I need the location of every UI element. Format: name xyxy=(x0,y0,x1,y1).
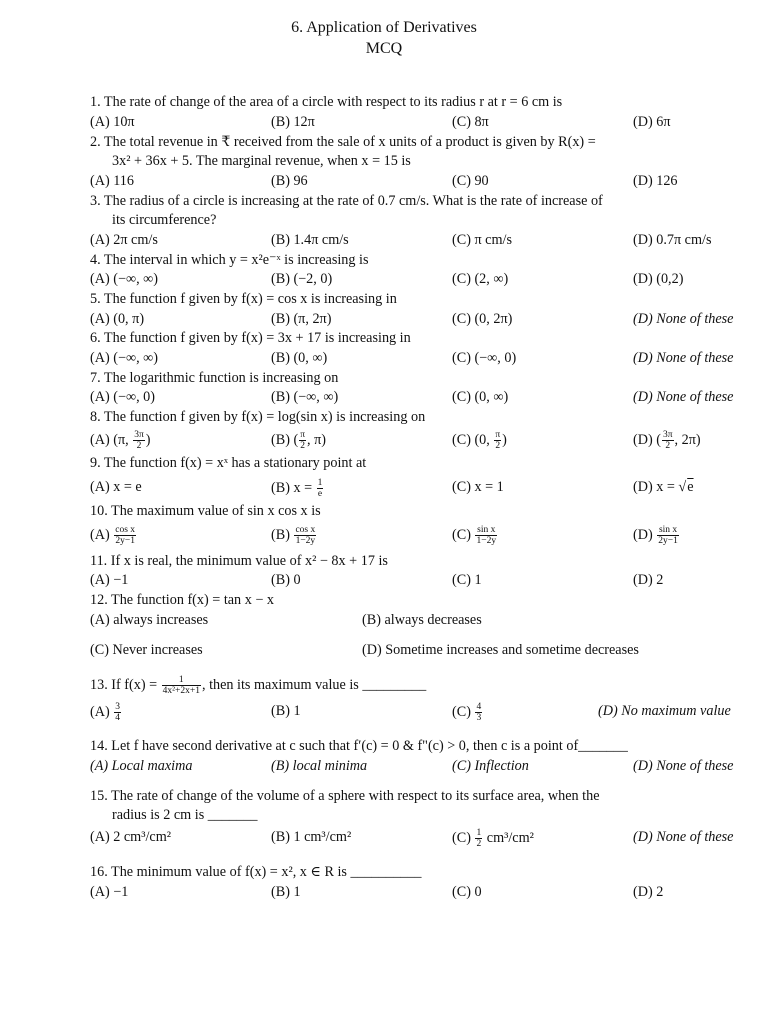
q12-option-c: (C) Never increases xyxy=(90,642,203,658)
question-11: 11. If x is real, the minimum value of x² − 8x + 17 is xyxy=(90,553,388,569)
q14-option-c xyxy=(452,757,529,777)
q10-b-den: 1−2y xyxy=(295,536,316,546)
q9-option-c: (C) x = 1 xyxy=(452,479,504,495)
q14-option-a xyxy=(90,757,192,777)
q10-option-b xyxy=(271,525,317,546)
question-10: 10. The maximum value of sin x cos x is xyxy=(90,503,321,519)
q14-option-c-text: (C) Inflection xyxy=(452,758,529,774)
q8-c-num: π xyxy=(495,430,501,440)
q8-d-fraction xyxy=(662,430,674,451)
question-14: 14. Let f have second derivative at c such that f′(c) = 0 & f"(c) > 0, then c is a point of_______ xyxy=(90,738,628,754)
q7-option-c: (C) (0, ∞) xyxy=(452,389,509,405)
q9-b-den: e xyxy=(317,489,323,499)
q5-option-b: (B) (π, 2π) xyxy=(271,311,332,327)
q10-option-d xyxy=(633,525,680,546)
q10-b-num: cos x xyxy=(295,525,316,535)
q2-option-c: (C) 90 xyxy=(452,173,489,189)
q8-d-den: 2 xyxy=(665,441,671,451)
q8-c-post: ) xyxy=(502,431,507,448)
q13-c-num: 4 xyxy=(476,702,482,712)
q13-post: , then its maximum value is _________ xyxy=(201,676,427,693)
question-6: 6. The function f given by f(x) = 3x + 17 is increasing in xyxy=(90,330,411,346)
question-13 xyxy=(90,675,426,696)
question-15-cont: radius is 2 cm is _______ xyxy=(112,807,258,823)
q15-option-b: (B) 1 cm³/cm² xyxy=(271,829,352,845)
q6-option-c: (C) (−∞, 0) xyxy=(452,350,517,366)
q7-option-a: (A) (−∞, 0) xyxy=(90,389,155,405)
q15-option-d xyxy=(633,828,733,848)
q8-b-fraction xyxy=(299,430,306,451)
q8-d-pre: (D) ( xyxy=(633,431,661,448)
q3-option-d: (D) 0.7π cm/s xyxy=(633,232,712,248)
q13-c-den: 3 xyxy=(476,713,482,723)
q7-option-d-text: (D) None of these xyxy=(633,389,734,405)
q8-b-den: 2 xyxy=(300,441,305,451)
q14-option-a-text: (A) Local maxima xyxy=(90,758,193,774)
q5-option-d-text: (D) None of these xyxy=(633,311,734,327)
q8-d-post: , 2π) xyxy=(674,431,701,448)
q9-option-a: (A) x = e xyxy=(90,479,142,495)
q2-option-a: (A) 116 xyxy=(90,173,134,189)
q8-a-den: 2 xyxy=(136,441,142,451)
q15-c-pre: (C) xyxy=(452,829,475,846)
question-4: 4. The interval in which y = x²e⁻ˣ is increasing is xyxy=(90,252,369,268)
q8-c-pre: (C) (0, xyxy=(452,431,494,448)
q13-a-num: 3 xyxy=(115,702,120,712)
q4-option-a: (A) (−∞, ∞) xyxy=(90,271,159,287)
q16-option-d: (D) 2 xyxy=(633,884,664,900)
q7-option-d xyxy=(633,388,733,408)
q13-option-b: (B) 1 xyxy=(271,703,301,719)
q10-b-fraction xyxy=(294,525,316,546)
question-2-cont: 3x² + 36x + 5. The marginal revenue, when x = 15 is xyxy=(112,153,411,169)
q13-option-a xyxy=(90,702,122,723)
q10-d-num: sin x xyxy=(658,525,678,535)
q10-option-c xyxy=(452,525,498,546)
q5-option-a: (A) (0, π) xyxy=(90,311,145,327)
q13-c-pre: (C) xyxy=(452,703,475,720)
q8-d-num: 3π xyxy=(662,430,673,440)
q13-num: 1 xyxy=(162,675,201,686)
q10-d-den: 2y−1 xyxy=(658,536,678,546)
q10-a-fraction xyxy=(114,525,136,546)
q6-option-d xyxy=(633,349,733,369)
q2-option-d: (D) 126 xyxy=(633,173,678,189)
q10-c-den: 1−2y xyxy=(476,536,497,546)
q9-option-b xyxy=(271,478,324,499)
q16-option-b: (B) 1 xyxy=(271,884,301,900)
q9-b-num: 1 xyxy=(317,478,323,488)
q8-c-fraction xyxy=(494,430,501,451)
q4-option-d: (D) (0,2) xyxy=(633,271,684,287)
q15-c-den: 2 xyxy=(476,839,482,849)
q8-a-num: 3π xyxy=(134,430,144,440)
page-subtitle: MCQ xyxy=(365,40,403,57)
q13-a-den: 4 xyxy=(115,713,120,723)
q8-c-den: 2 xyxy=(495,441,501,451)
q11-option-d: (D) 2 xyxy=(633,572,664,588)
question-15: 15. The rate of change of the volume of a sphere with respect to its surface area, when the xyxy=(90,788,600,804)
q9-d-pre: (D) x = √ xyxy=(633,479,687,495)
q8-b-num: π xyxy=(300,430,305,440)
q12-option-d: (D) Sometime increases and sometime decreases xyxy=(362,642,639,658)
q8-a-fraction xyxy=(133,430,145,451)
q13-c-fraction xyxy=(475,702,482,723)
q12-option-a: (A) always increases xyxy=(90,612,209,628)
question-1: 1. The rate of change of the area of a circle with respect to its radius r at r = 6 cm is xyxy=(90,94,563,110)
q9-b-fraction xyxy=(317,478,324,499)
q4-option-c: (C) (2, ∞) xyxy=(452,271,509,287)
q8-option-c xyxy=(452,430,507,451)
q1-option-a: (A) 10π xyxy=(90,114,135,130)
q15-option-c xyxy=(452,828,534,849)
q10-option-a xyxy=(90,525,137,546)
q13-a-fraction xyxy=(114,702,121,723)
q7-option-b: (B) (−∞, ∞) xyxy=(271,389,339,405)
q9-option-d xyxy=(633,478,694,498)
q10-b-pre: (B) xyxy=(271,526,294,543)
q5-option-d xyxy=(633,310,733,330)
q1-option-b: (B) 12π xyxy=(271,114,315,130)
q14-option-d xyxy=(633,757,733,777)
question-2: 2. The total revenue in ₹ received from the sale of x units of a product is given by R(x) = xyxy=(90,134,596,150)
q4-option-b: (B) (−2, 0) xyxy=(271,271,333,287)
question-16: 16. The minimum value of f(x) = x², x ∈ R is __________ xyxy=(90,864,422,880)
q11-option-b: (B) 0 xyxy=(271,572,301,588)
q6-option-a: (A) (−∞, ∞) xyxy=(90,350,159,366)
q11-option-a: (A) −1 xyxy=(90,572,129,588)
q9-b-pre: (B) x = xyxy=(271,479,316,496)
q12-option-b: (B) always decreases xyxy=(362,612,482,628)
q13-option-d xyxy=(598,702,731,722)
q10-d-pre: (D) xyxy=(633,526,657,543)
q10-a-num: cos x xyxy=(115,525,136,535)
q1-option-c: (C) 8π xyxy=(452,114,489,130)
q2-option-b: (B) 96 xyxy=(271,173,308,189)
question-3: 3. The radius of a circle is increasing at the rate of 0.7 cm/s. What is the rate of increase of xyxy=(90,193,603,209)
q6-option-b: (B) (0, ∞) xyxy=(271,350,328,366)
q15-c-post: cm³/cm² xyxy=(483,829,534,846)
q11-option-c: (C) 1 xyxy=(452,572,482,588)
q15-c-num: 1 xyxy=(476,828,482,838)
q8-a-pre: (A) (π, xyxy=(90,431,133,448)
q8-option-b xyxy=(271,430,326,451)
q8-b-post: , π) xyxy=(306,431,326,448)
q16-option-a: (A) −1 xyxy=(90,884,129,900)
q8-option-a xyxy=(90,430,151,451)
q5-option-c: (C) (0, 2π) xyxy=(452,311,513,327)
q15-c-fraction xyxy=(475,828,482,849)
q13-fraction xyxy=(162,675,201,696)
q10-c-num: sin x xyxy=(477,525,496,535)
q14-option-d-text: (D) None of these xyxy=(633,758,734,774)
q10-a-den: 2y−1 xyxy=(115,536,135,546)
q3-option-b: (B) 1.4π cm/s xyxy=(271,232,349,248)
q13-option-c xyxy=(452,702,483,723)
q10-c-fraction xyxy=(475,525,497,546)
q15-option-d-text: (D) None of these xyxy=(633,829,734,845)
q13-pre: 13. If f(x) = xyxy=(90,676,161,693)
page-title: 6. Application of Derivatives xyxy=(291,19,477,36)
question-8: 8. The function f given by f(x) = log(sin x) is increasing on xyxy=(90,409,426,425)
q10-c-pre: (C) xyxy=(452,526,475,543)
q10-a-pre: (A) xyxy=(90,526,114,543)
question-7: 7. The logarithmic function is increasing on xyxy=(90,370,339,386)
q13-option-d-text: (D) No maximum value xyxy=(598,703,731,719)
q3-option-c: (C) π cm/s xyxy=(452,232,512,248)
q3-option-a: (A) 2π cm/s xyxy=(90,232,158,248)
q8-a-post: ) xyxy=(145,431,151,448)
q13-a-pre: (A) xyxy=(90,703,114,720)
q14-option-b xyxy=(271,757,367,777)
q10-d-fraction xyxy=(657,525,679,546)
question-12: 12. The function f(x) = tan x − x xyxy=(90,592,274,608)
question-5: 5. The function f given by f(x) = cos x is increasing in xyxy=(90,291,397,307)
q8-option-d xyxy=(633,430,701,451)
q6-option-d-text: (D) None of these xyxy=(633,350,734,366)
q16-option-c: (C) 0 xyxy=(452,884,482,900)
q15-option-a: (A) 2 cm³/cm² xyxy=(90,829,171,845)
q1-option-d: (D) 6π xyxy=(633,114,671,130)
q14-option-b-text: (B) local minima xyxy=(271,758,368,774)
q9-d-radicand: e xyxy=(687,479,694,495)
q8-b-pre: (B) ( xyxy=(271,431,299,448)
question-9: 9. The function f(x) = xˣ has a stationary point at xyxy=(90,455,367,471)
question-3-cont: its circumference? xyxy=(112,212,217,228)
q13-den: 4x²+2x+1 xyxy=(162,686,200,696)
